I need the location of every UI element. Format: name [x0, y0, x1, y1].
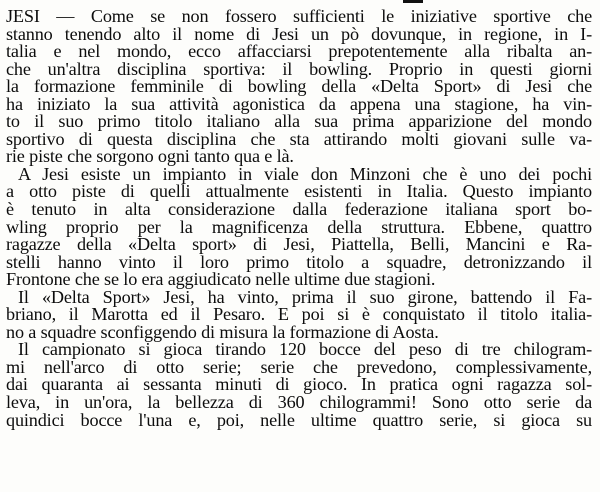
- article-line: stelli hanno vinto il loro primo titolo a squadre, detronizzando il: [6, 251, 592, 272]
- article-line: la formazione femminile di bowling della «Delta Sport» di Jesi che: [6, 76, 592, 97]
- article-line: A Jesi esiste un impianto in viale don Minzoni che è uno dei pochi: [18, 163, 592, 184]
- article-line: wling proprio per la magnificenza della struttura. Ebbene, quattro: [6, 216, 592, 237]
- article-line: quindici bocce l'una e, poi, nelle ultime quattro serie, si gioca su: [6, 409, 592, 430]
- article-line: sportivo di questa disciplina che sta attirando molti giovani sulle va-: [6, 128, 592, 149]
- article-line: leva, in un'ora, la bellezza di 360 chilogrammi! Sono otto serie da: [6, 392, 592, 413]
- top-rule: [403, 0, 423, 3]
- article-line: dai quaranta ai sessanta minuti di gioco. In pratica ogni ragazza sol-: [6, 374, 592, 395]
- article-line: no a squadre sconfiggendo di misura la formazione di Aosta.: [6, 321, 439, 342]
- article-line: JESI — Come se non fossero sufficienti le iniziative sportive che: [6, 6, 592, 26]
- article-body: [6, 8, 592, 429]
- article-line: ha iniziato la sua attività agonistica da appena una stagione, ha vin-: [6, 93, 592, 114]
- article-line: briano, il Marotta ed il Pesaro. E poi si è conquistato il titolo italia-: [6, 304, 592, 325]
- article-line: ragazze della «Delta sport» di Jesi, Piattella, Belli, Mancini e Ra-: [6, 234, 592, 255]
- article-line: che un'altra disciplina sportiva: il bowling. Proprio in questi giorni: [6, 58, 592, 79]
- article-line: mi nell'arco di otto serie; serie che prevedono, complessivamente,: [6, 356, 592, 377]
- article-line: Il campionato si gioca tirando 120 bocce del peso di tre chilogram-: [18, 339, 592, 360]
- article-line: to il suo primo titolo italiano alla sua prima apparizione del mondo: [6, 111, 592, 132]
- article-line: talia e nel mondo, ecco affacciarsi prepotentemente alla ribalta an-: [6, 41, 592, 62]
- article-line: rie piste che sorgono ogni tanto qua e là.: [6, 146, 294, 167]
- article-line: è tenuto in alta considerazione dalla federazione italiana sport bo-: [6, 199, 592, 220]
- article-line: stanno tenendo alto il nome di Jesi un pò dovunque, in regione, in I-: [6, 23, 592, 44]
- article-line: Frontone che se lo era aggiudicato nelle ultime due stagioni.: [6, 269, 436, 290]
- article-line: Il «Delta Sport» Jesi, ha vinto, prima il suo girone, battendo il Fa-: [18, 286, 592, 307]
- article-line: a otto piste di quelli attualmente esistenti in Italia. Questo impianto: [6, 181, 592, 202]
